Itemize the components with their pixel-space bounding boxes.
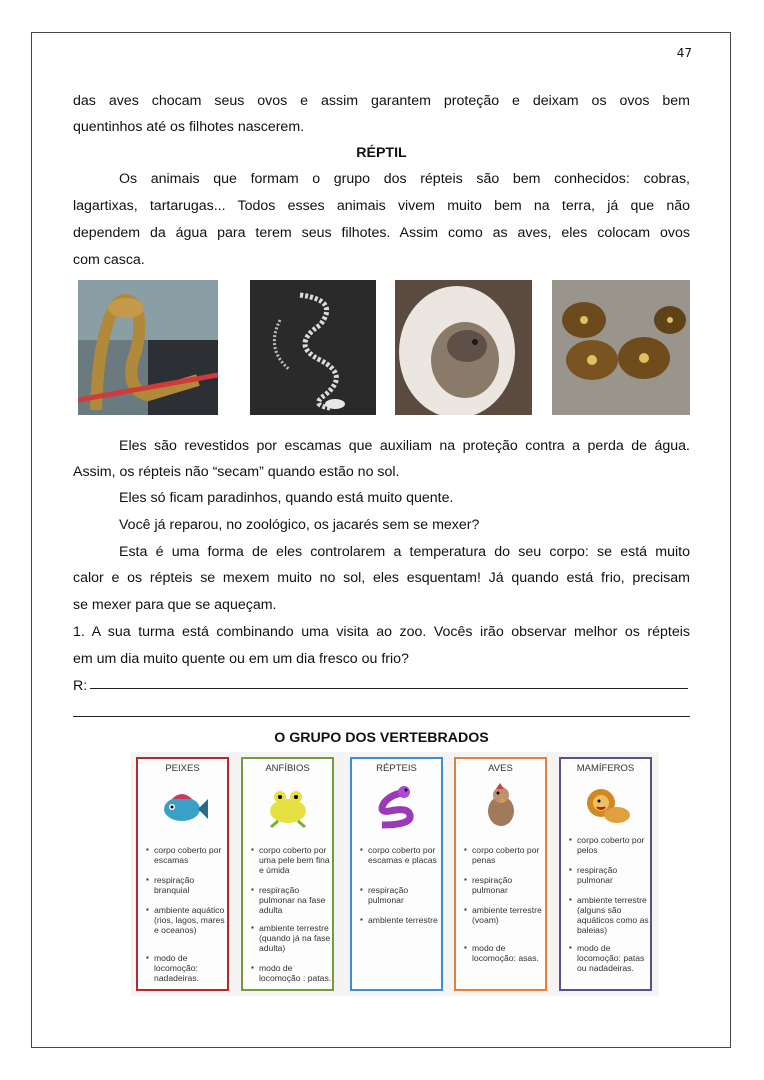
question-1-line-1: 1. A sua turma está combinando uma visita ao zoo. Vocês irão observar melhor os répteis bbox=[73, 624, 690, 640]
vertebrates-chart bbox=[131, 752, 659, 996]
page-number: 47 bbox=[676, 46, 692, 60]
p1-line-3: dependem da água para terem seus filhotes. Assim como as aves, eles colocam ovos bbox=[73, 225, 690, 241]
snake-icon bbox=[372, 781, 422, 831]
trait: ▪ ambiente terrestre (voam) bbox=[464, 905, 546, 925]
p5-line-2: calor e os répteis se mexem muito no sol, eles esquentam! Já quando está frio, precisam bbox=[73, 570, 690, 586]
trait: ▪ respiração pulmonar bbox=[569, 865, 651, 885]
bird-icon bbox=[476, 781, 526, 831]
trait: ▪ modo de locomoção: asas. bbox=[464, 943, 546, 963]
p1-line-4: com casca. bbox=[73, 252, 145, 268]
trait: ▪ ambiente terrestre (quando já na fase adulta) bbox=[251, 923, 333, 953]
column-title: AVES bbox=[488, 763, 513, 774]
p1-line-2: lagartixas, tartarugas... Todos esses animais vivem muito bem na terra, já que não bbox=[73, 198, 690, 214]
cobra-photo bbox=[78, 280, 218, 415]
trait: ▪ corpo coberto por escamas bbox=[146, 845, 228, 865]
lion-icon bbox=[581, 781, 631, 831]
answer-line-1[interactable] bbox=[90, 688, 688, 689]
column-repteis bbox=[350, 757, 443, 991]
trait: ▪ respiração pulmonar bbox=[360, 885, 442, 905]
trait: ▪ ambiente terrestre bbox=[360, 915, 442, 925]
trait: ▪ respiração pulmonar na fase adulta bbox=[251, 885, 333, 915]
trait: ▪ corpo coberto por uma pele bem fina e úmida bbox=[251, 845, 333, 875]
column-title: PEIXES bbox=[165, 763, 200, 774]
trait: ▪ respiração pulmonar bbox=[464, 875, 546, 895]
question-1-line-2: em um dia muito quente ou em um dia fresco ou frio? bbox=[73, 651, 409, 667]
frog-icon bbox=[263, 781, 313, 831]
p2-line-1: Eles são revestidos por escamas que auxiliam na proteção contra a perda de água. bbox=[119, 438, 690, 454]
column-peixes bbox=[136, 757, 229, 991]
p3: Eles só ficam paradinhos, quando está muito quente. bbox=[119, 490, 454, 506]
snake-skeleton-photo bbox=[250, 280, 376, 415]
column-title: ANFÍBIOS bbox=[265, 763, 310, 774]
p2-line-2: Assim, os répteis não “secam” quando estão no sol. bbox=[73, 464, 400, 480]
reptile-heading: RÉPTIL bbox=[356, 145, 407, 161]
intro-line-1: das aves chocam seus ovos e assim garantem proteção e deixam os ovos bem bbox=[73, 93, 690, 109]
trait: ▪ ambiente terrestre (alguns são aquáticos como as baleias) bbox=[569, 895, 651, 935]
hatching-turtle-photo bbox=[395, 280, 532, 415]
answer-label: R: bbox=[73, 678, 88, 694]
trait: ▪ respiração branquial bbox=[146, 875, 228, 895]
column-anfibios bbox=[241, 757, 334, 991]
p4: Você já reparou, no zoológico, os jacarés sem se mexer? bbox=[119, 517, 480, 533]
turtles-photo bbox=[552, 280, 690, 415]
p5-line-1: Esta é uma forma de eles controlarem a temperatura do seu corpo: se está muito bbox=[119, 544, 690, 560]
trait: ▪ modo de locomoção: patas ou nadadeiras. bbox=[569, 943, 651, 973]
column-aves bbox=[454, 757, 547, 991]
trait: ▪ modo de locomoção : patas. bbox=[251, 963, 333, 983]
trait: ▪ corpo coberto por pelos bbox=[569, 835, 651, 855]
fish-icon bbox=[158, 781, 208, 831]
vertebrates-heading: O GRUPO DOS VERTEBRADOS bbox=[274, 730, 489, 746]
answer-line-2[interactable] bbox=[73, 716, 690, 717]
p5-line-3: se mexer para que se aqueçam. bbox=[73, 597, 277, 613]
trait: ▪ corpo coberto por escamas e placas bbox=[360, 845, 442, 865]
column-mamiferos bbox=[559, 757, 652, 991]
trait: ▪ modo de locomoção: nadadeiras. bbox=[146, 953, 228, 983]
p1-line-1: Os animais que formam o grupo dos répteis são bem conhecidos: cobras, bbox=[119, 171, 690, 187]
column-title: MAMÍFEROS bbox=[576, 763, 635, 774]
column-title: RÉPTEIS bbox=[376, 763, 417, 774]
intro-line-2: quentinhos até os filhotes nascerem. bbox=[73, 119, 305, 135]
trait: ▪ corpo coberto por penas bbox=[464, 845, 546, 865]
trait: ▪ ambiente aquático (rios, lagos, mares e oceanos) bbox=[146, 905, 228, 935]
